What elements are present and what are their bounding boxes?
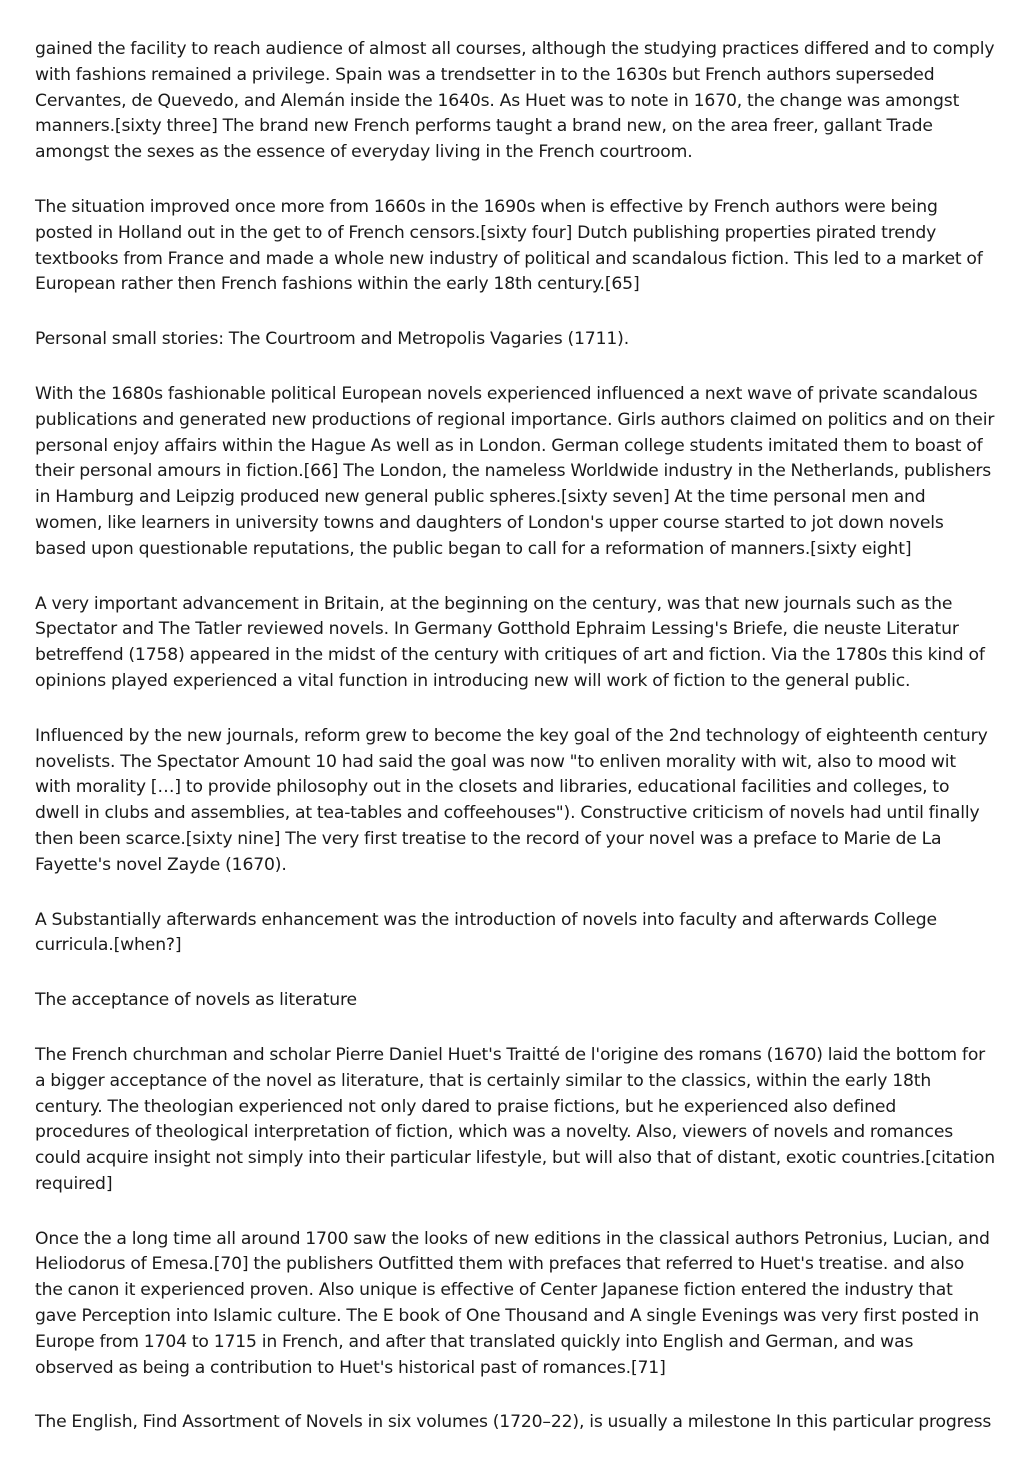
document-body [35, 37, 995, 1465]
paragraph-6: Influenced by the new journals, reform grew to become the key goal of the 2nd technology of eighteenth century novelists. The Spectator Amount 10 had said the goal was now "to enliven morality with wit, also to mood wit with morality […] to provide philosophy out in the closets and libraries, educational facilities and colleges, to dwell in clubs and assemblies, at tea-tables and coffeehouses"). Constructive criticism of novels had until finally then been scarce.[sixty nine] The very first treatise to the record of your novel was a preface to Marie de La Fayette's novel Zayde (1670). [35, 725, 988, 875]
paragraph-5: A very important advancement in Britain, at the beginning on the century, was that new journals such as the Spectator and The Tatler reviewed novels. In Germany Gotthold Ephraim Lessing's Briefe, die neuste Literatur betreffend (1758) appeared in the midst of the century with critiques of art and fiction. Via the 1780s this kind of opinions played experienced a vital function in introducing new will work of fiction to the general public. [35, 593, 985, 691]
paragraph-9: The French churchman and scholar Pierre Daniel Huet's Traitté de l'origine des romans (1670) laid the bottom for a bigger acceptance of the novel as literature, that is certainly similar to the classics, within the early 18th century. The theologian experienced not only dared to praise fictions, but he experienced also defined procedures of theological interpretation of fiction, which was a novelty. Also, viewers of novels and romances could acquire insight not simply into their particular lifestyle, but will also that of distant, exotic countries.[citation required] [35, 1044, 995, 1194]
section-heading: The acceptance of novels as literature [35, 990, 357, 1011]
paragraph-11: The English, Find Assortment of Novels in six volumes (1720–22), is usually a milestone In this particular progress [35, 1412, 992, 1433]
paragraph-4: With the 1680s fashionable political European novels experienced influenced a next wave of private scandalous publications and generated new productions of regional importance. Girls authors claimed on politics and on their personal enjoy affairs within the Hague As well as in London. German college students imitated them to boast of their personal amours in fiction.[66] The London, the nameless Worldwide industry in the Netherlands, publishers in Hamburg and Leipzig produced new general public spheres.[sixty seven] At the time personal men and women, like learners in university towns and daughters of London's upper course started to jot down novels based upon questionable reputations, the public began to call for a reformation of manners.[sixty eight] [35, 383, 995, 559]
paragraph-7: A Substantially afterwards enhancement was the introduction of novels into faculty and afterwards College curricula.[when?] [35, 909, 937, 956]
paragraph-3: Personal small stories: The Courtroom and Metropolis Vagaries (1711). [35, 329, 630, 350]
paragraph-1: gained the facility to reach audience of almost all courses, although the studying practices differed and to comply with fashions remained a privilege. Spain was a trendsetter in to the 1630s but French authors superseded Cervantes, de Quevedo, and Alemán inside the 1640s. As Huet was to note in 1670, the change was amongst manners.[sixty three] The brand new French performs taught a brand new, on the area freer, gallant Trade amongst the sexes as the essence of everyday living in the French courtroom. [35, 39, 995, 163]
paragraph-2: The situation improved once more from 1660s in the 1690s when is effective by French authors were being posted in Holland out in the get to of French censors.[sixty four] Dutch publishing properties pirated trendy textbooks from France and made a whole new industry of political and scandalous fiction. This led to a market of European rather then French fashions within the early 18th century.[65] [35, 196, 983, 295]
paragraph-10: Once the a long time all around 1700 saw the looks of new editions in the classical authors Petronius, Lucian, and Heliodorus of Emesa.[70] the publishers Outfitted them with prefaces that referred to Huet's treatise. and also the canon it experienced proven. Also unique is effective of Center Japanese fiction entered the industry that gave Perception into Islamic culture. The E book of One Thousand and A single Evenings was very first posted in Europe from 1704 to 1715 in French, and after that translated quickly into English and German, and was observed as being a contribution to Huet's historical past of romances.[71] [35, 1228, 990, 1378]
